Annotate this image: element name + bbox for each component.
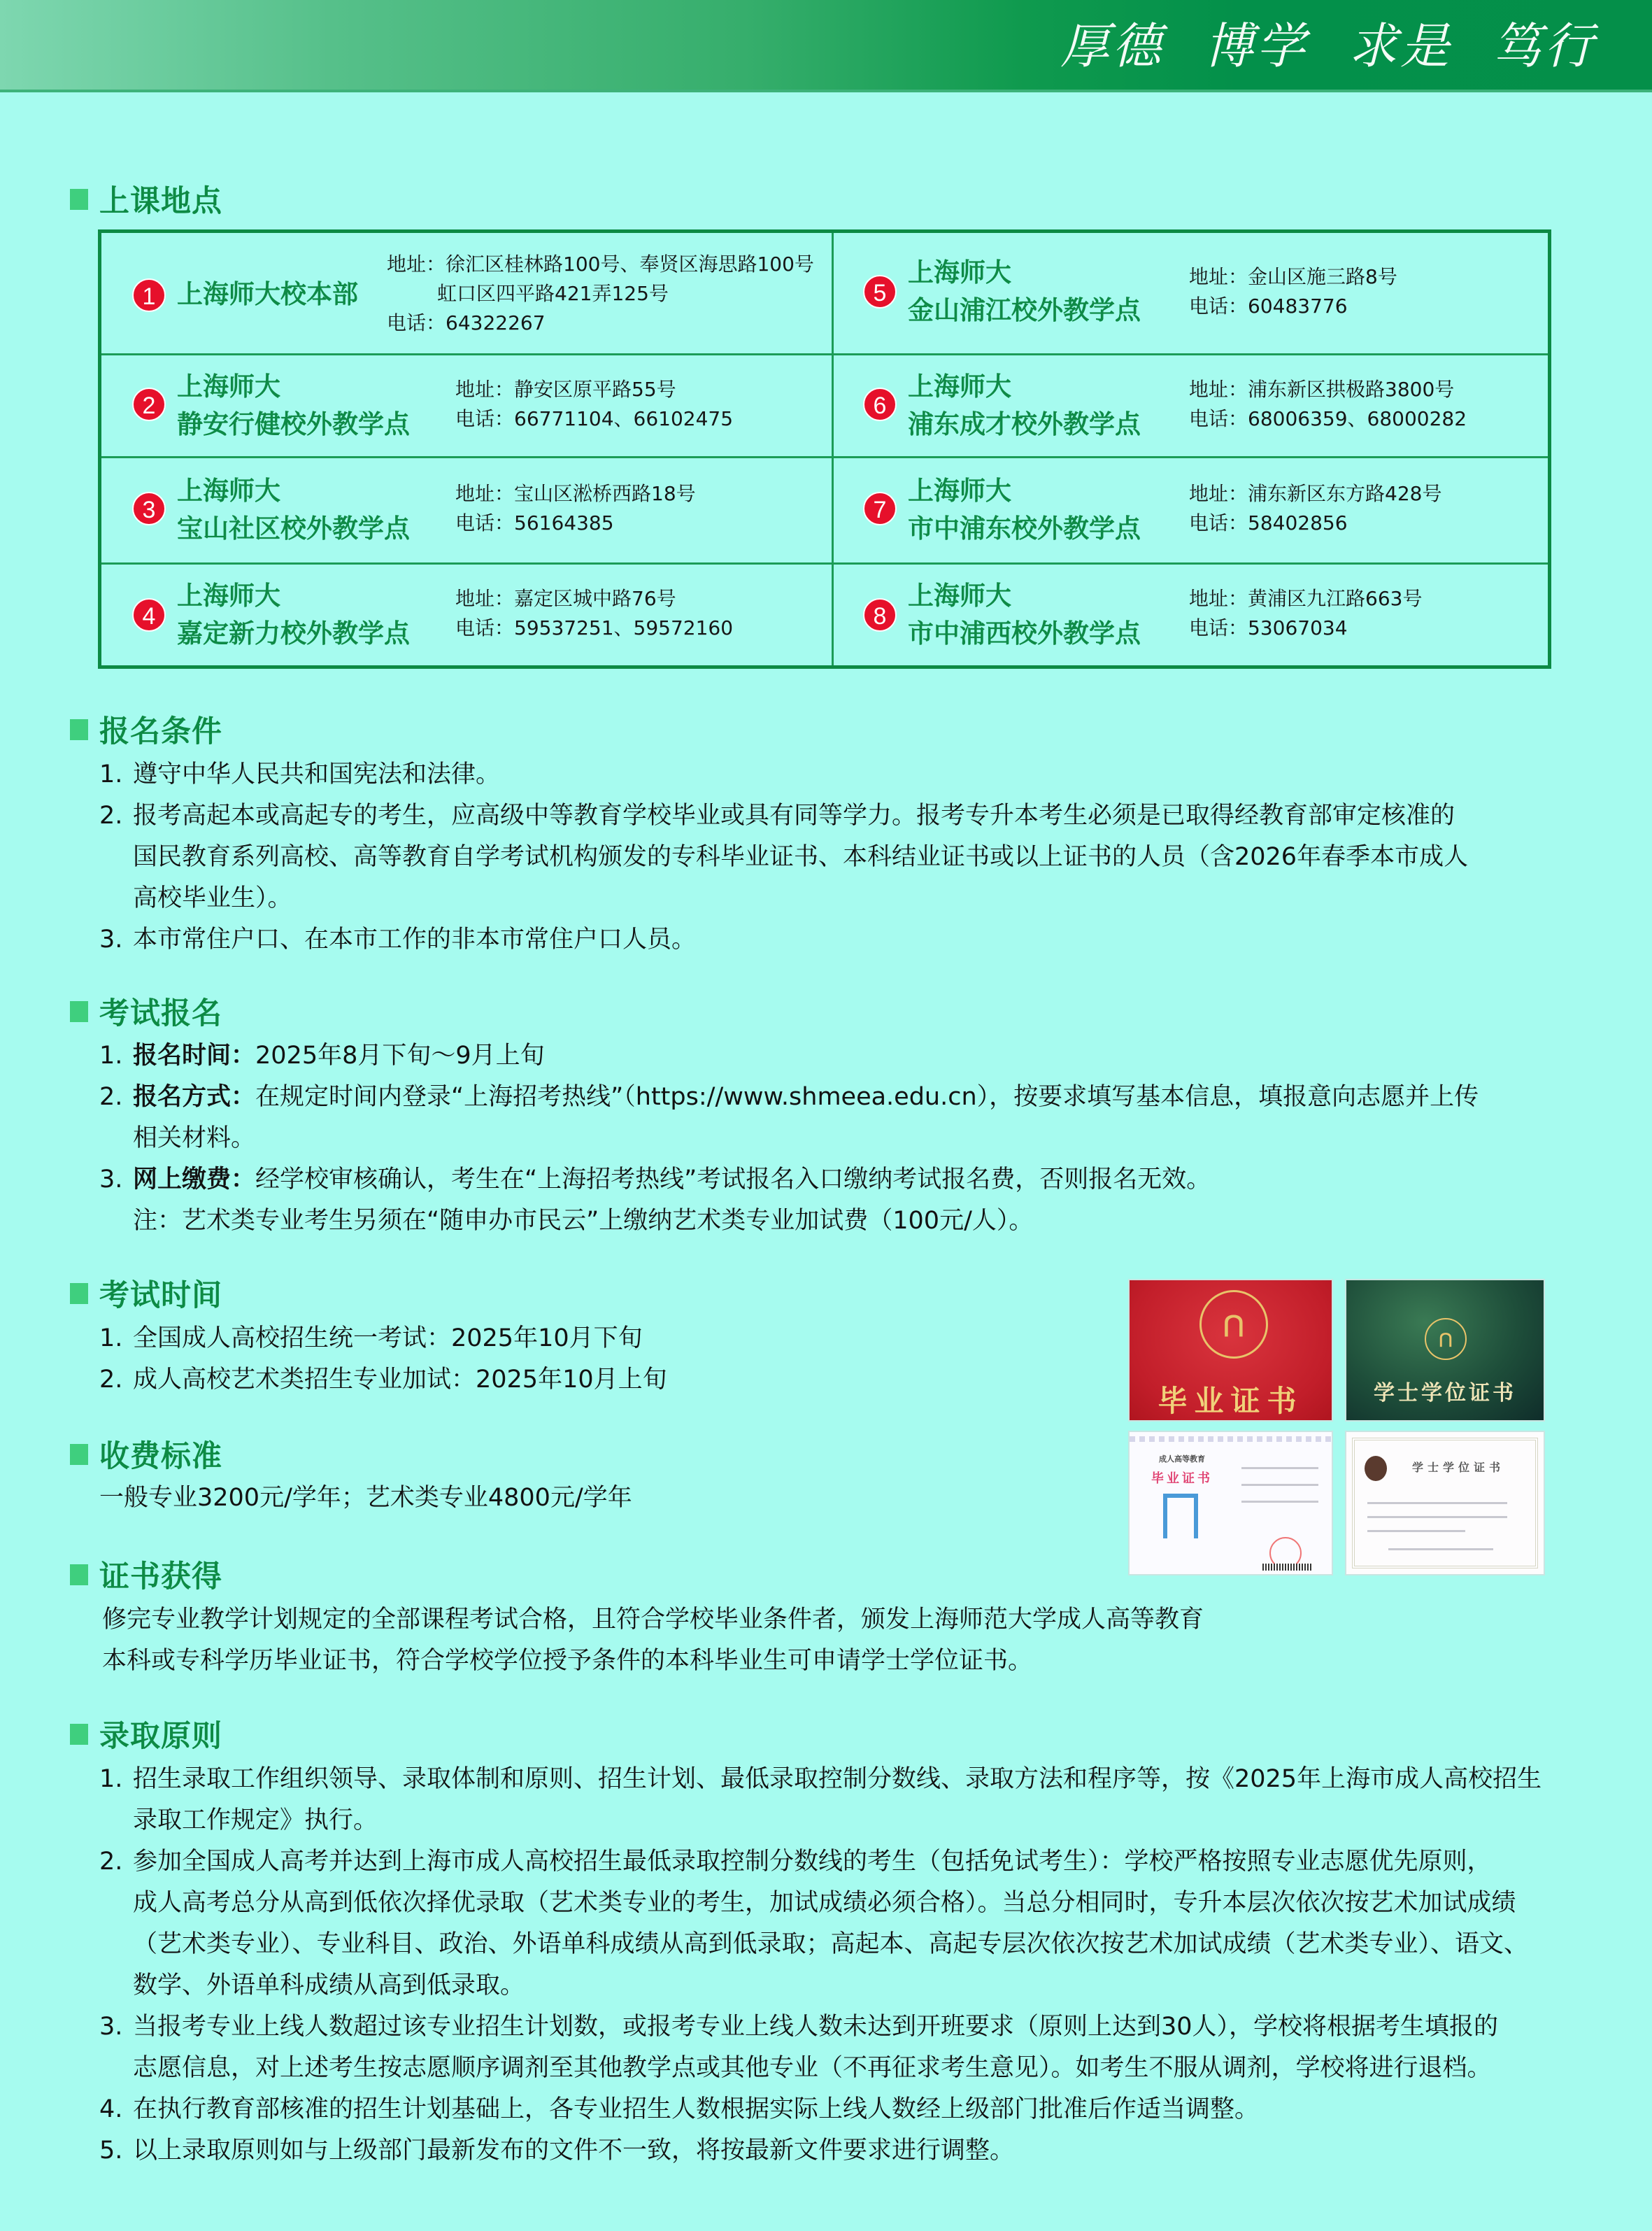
university-seal-icon: ⋂ bbox=[1425, 1318, 1467, 1360]
address-label: 地址： bbox=[387, 253, 446, 276]
item-text: 当报考专业上线人数超过该专业招生计划数，或报考专业上线人数未达到开班要求（原则上达到30人），学校将根据考生填报的 bbox=[133, 2013, 1499, 2041]
item-number: 1. bbox=[99, 1765, 123, 1793]
text-line bbox=[1241, 1484, 1318, 1486]
motto-word: 厚德 bbox=[1060, 17, 1164, 75]
motto-word: 求是 bbox=[1348, 17, 1452, 75]
address-text: 黄浦区九江路663号 bbox=[1248, 587, 1423, 610]
location-info bbox=[455, 479, 696, 538]
university-seal-icon: ⋂ bbox=[1199, 1290, 1268, 1359]
address-text: 徐汇区桂林路100号、奉贤区海思路100号 bbox=[446, 253, 814, 276]
degree-certificate-cover-image bbox=[1345, 1279, 1545, 1422]
location-name bbox=[908, 472, 1141, 548]
phone-text: 64322267 bbox=[446, 311, 546, 334]
item-text: 遵守中华人民共和国宪法和法律。 bbox=[133, 760, 501, 788]
barcode-icon bbox=[1262, 1564, 1313, 1571]
address-text: 浦东新区拱极路3800号 bbox=[1248, 378, 1455, 401]
location-info bbox=[1189, 584, 1422, 643]
item-text: 成人高考总分从高到低依次择优录取（艺术类专业的考生，加试成绩必须合格）。当总分相同时，专升本层次依次按艺术加试成绩 bbox=[133, 1889, 1516, 1917]
location-info bbox=[387, 250, 814, 338]
phone-text: 60483776 bbox=[1248, 295, 1348, 318]
section-title-certificate bbox=[70, 1553, 222, 1596]
list-item bbox=[99, 1318, 667, 1359]
item-label: 网上缴费： bbox=[133, 1166, 256, 1194]
address-text: 虹口区四平路421弄125号 bbox=[437, 282, 669, 305]
list-item bbox=[99, 1359, 667, 1401]
item-number: 1. bbox=[99, 1324, 123, 1352]
number-badge: 4 bbox=[132, 598, 166, 632]
section-title-text: 考试时间 bbox=[99, 1278, 222, 1313]
item-number: 3. bbox=[99, 1166, 123, 1194]
section-title-registration bbox=[70, 990, 222, 1033]
location-name bbox=[908, 368, 1141, 444]
phone-label: 电话： bbox=[1189, 616, 1248, 639]
item-number: 5. bbox=[99, 2137, 123, 2165]
item-number: 1. bbox=[99, 760, 123, 788]
item-text: 本市常住户口、在本市工作的非本市常住户口人员。 bbox=[133, 926, 697, 954]
text-line bbox=[1241, 1467, 1318, 1469]
item-text: 国民教育系列高校、高等教育自学考试机构颁发的专科毕业证书、本科结业证书或以上证书的人员（含2026年春季本市成人 bbox=[133, 843, 1469, 871]
location-name-line: 浦东成才校外教学点 bbox=[908, 409, 1141, 439]
address-text: 宝山区淞桥西路18号 bbox=[514, 482, 696, 505]
address-text: 静安区原平路55号 bbox=[514, 378, 676, 401]
location-name bbox=[908, 254, 1141, 330]
location-cell-2 bbox=[101, 355, 834, 458]
item-text: 2025年8月下旬～9月上旬 bbox=[255, 1042, 545, 1070]
certificate-text bbox=[102, 1599, 1204, 1682]
square-bullet-icon bbox=[70, 1001, 88, 1022]
item-number: 3. bbox=[99, 2013, 123, 2041]
phone-label: 电话： bbox=[455, 511, 515, 534]
fees-text: 一般专业3200元/学年；艺术类专业4800元/学年 bbox=[99, 1484, 632, 1512]
section-title-fees bbox=[70, 1433, 222, 1475]
phone-label: 电话： bbox=[1189, 407, 1248, 430]
item-text: 相关材料。 bbox=[133, 1124, 256, 1152]
paragraph-line: 修完专业教学计划规定的全部课程考试合格，且符合学校毕业条件者，颁发上海师范大学成人高等教育 bbox=[102, 1606, 1204, 1634]
location-name bbox=[177, 368, 410, 444]
inner-title: 毕业证书 bbox=[1151, 1471, 1213, 1486]
phone-text: 56164385 bbox=[514, 511, 614, 534]
list-item bbox=[99, 2006, 1541, 2089]
section-title-text: 考试报名 bbox=[99, 996, 222, 1031]
number-badge: 5 bbox=[863, 275, 897, 309]
list-item bbox=[99, 1841, 1541, 2006]
number-badge: 8 bbox=[863, 598, 897, 632]
location-name-line: 静安行健校外教学点 bbox=[177, 409, 410, 439]
address-label: 地址： bbox=[1189, 587, 1248, 610]
motto-word: 笃行 bbox=[1493, 17, 1596, 75]
location-name bbox=[908, 577, 1141, 653]
address-label: 地址： bbox=[455, 378, 515, 401]
location-name-line: 上海师大 bbox=[908, 581, 1011, 611]
decorative-border bbox=[1130, 1436, 1332, 1442]
item-text: 以上录取原则如与上级部门最新发布的文件不一致，将按最新文件要求进行调整。 bbox=[133, 2137, 1015, 2165]
address-text: 浦东新区东方路428号 bbox=[1248, 482, 1442, 505]
section-title-text: 证书获得 bbox=[99, 1559, 222, 1594]
section-title-exam-time bbox=[70, 1272, 222, 1315]
list-item bbox=[99, 1159, 1479, 1242]
location-cell-6 bbox=[834, 355, 1548, 458]
motto-word: 博学 bbox=[1204, 17, 1308, 75]
text-line bbox=[1241, 1501, 1318, 1503]
section-title-text: 收费标准 bbox=[99, 1439, 222, 1474]
address-text: 嘉定区城中路76号 bbox=[514, 587, 676, 610]
location-name-line: 市中浦西校外教学点 bbox=[908, 618, 1141, 649]
location-info bbox=[455, 584, 733, 643]
item-label: 报名方式： bbox=[133, 1083, 256, 1111]
phone-text: 58402856 bbox=[1248, 511, 1348, 534]
location-info bbox=[455, 375, 733, 434]
list-item bbox=[99, 1077, 1479, 1159]
item-number: 1. bbox=[99, 1042, 123, 1070]
section-title-text: 报名条件 bbox=[99, 714, 222, 749]
address-label: 地址： bbox=[455, 482, 515, 505]
square-bullet-icon bbox=[70, 1564, 88, 1585]
cover-title: 学士学位证书 bbox=[1374, 1381, 1516, 1405]
list-item bbox=[99, 1035, 1479, 1077]
inner-title: 学士学位证书 bbox=[1411, 1461, 1504, 1474]
phone-text: 59537251、59572160 bbox=[514, 616, 734, 639]
location-cell-8 bbox=[834, 565, 1548, 665]
location-info bbox=[1189, 375, 1467, 434]
item-text: 高校毕业生）。 bbox=[133, 884, 292, 912]
location-name-line: 上海师大 bbox=[177, 371, 280, 402]
item-text: 数学、外语单科成绩从高到低录取。 bbox=[133, 1971, 525, 1999]
item-text: 经学校审核确认，考生在“上海招考热线”考试报名入口缴纳考试报名费，否则报名无效。 bbox=[255, 1166, 1211, 1194]
section-title-admission bbox=[70, 1713, 222, 1755]
address-text: 金山区施三路8号 bbox=[1248, 265, 1397, 288]
registration-list bbox=[99, 1035, 1479, 1242]
text-line bbox=[1367, 1502, 1507, 1504]
square-bullet-icon bbox=[70, 1444, 88, 1465]
photo-frame-icon bbox=[1163, 1494, 1198, 1538]
number-badge: 1 bbox=[132, 278, 166, 312]
university-emblem-icon bbox=[1365, 1456, 1387, 1481]
list-item bbox=[99, 795, 1468, 919]
address-label: 地址： bbox=[1189, 378, 1248, 401]
item-text: 成人高校艺术类招生专业加试：2025年10月上旬 bbox=[133, 1366, 667, 1394]
graduation-certificate-inner-image bbox=[1128, 1431, 1333, 1575]
admission-list bbox=[99, 1759, 1541, 2172]
location-name-line: 金山浦江校外教学点 bbox=[908, 295, 1141, 325]
locations-table bbox=[98, 229, 1551, 669]
address-label: 地址： bbox=[455, 587, 515, 610]
item-text: 报考高起本或高起专的考生，应高级中等教育学校毕业或具有同等学力。报考专升本考生必须是已取得经教育部审定核准的 bbox=[133, 802, 1455, 830]
phone-text: 68006359、68000282 bbox=[1248, 407, 1467, 430]
phone-text: 66771104、66102475 bbox=[514, 407, 734, 430]
address-label: 地址： bbox=[1189, 265, 1248, 288]
list-item bbox=[99, 2130, 1541, 2172]
phone-label: 电话： bbox=[1189, 511, 1248, 534]
item-text: 招生录取工作组织领导、录取体制和原则、招生计划、最低录取控制分数线、录取方法和程序等，按《2025年上海市成人高校招生 bbox=[133, 1765, 1542, 1793]
phone-label: 电话： bbox=[455, 407, 515, 430]
degree-certificate-inner-image bbox=[1345, 1431, 1545, 1575]
location-name-line: 上海师大 bbox=[177, 476, 280, 506]
square-bullet-icon bbox=[70, 1724, 88, 1745]
list-item bbox=[99, 2089, 1541, 2130]
location-cell-1 bbox=[101, 233, 834, 355]
location-name bbox=[177, 577, 410, 653]
phone-label: 电话： bbox=[1189, 295, 1248, 318]
phone-text: 53067034 bbox=[1248, 616, 1348, 639]
square-bullet-icon bbox=[70, 719, 88, 740]
header-banner bbox=[0, 0, 1652, 92]
list-item bbox=[99, 1759, 1541, 1841]
location-info bbox=[1189, 262, 1397, 321]
text-line bbox=[1367, 1516, 1507, 1518]
location-name-line: 嘉定新力校外教学点 bbox=[177, 618, 410, 649]
item-number: 2. bbox=[99, 1083, 123, 1111]
item-number: 4. bbox=[99, 2095, 123, 2123]
number-badge: 2 bbox=[132, 388, 166, 421]
section-title-text: 录取原则 bbox=[99, 1719, 222, 1754]
item-number: 2. bbox=[99, 1848, 123, 1876]
text-line bbox=[1367, 1530, 1465, 1532]
item-text: 在规定时间内登录“上海招考热线”（https://www.shmeea.edu.cn），按要求填写基本信息，填报意向志愿并上传 bbox=[255, 1083, 1479, 1111]
item-text: 全国成人高校招生统一考试：2025年10月下旬 bbox=[133, 1324, 643, 1352]
address-label: 地址： bbox=[1189, 482, 1248, 505]
item-text: （艺术类专业）、专业科目、政治、外语单科成绩从高到低录取；高起本、高起专层次依次按艺术加试成绩（艺术类专业）、语文、 bbox=[133, 1930, 1529, 1958]
cover-title: 毕业证书 bbox=[1158, 1384, 1304, 1418]
inner-header: 成人高等教育 bbox=[1159, 1454, 1205, 1464]
location-name-line: 宝山社区校外教学点 bbox=[177, 514, 410, 544]
location-cell-5 bbox=[834, 233, 1548, 355]
paragraph-line: 本科或专科学历毕业证书，符合学校学位授予条件的本科毕业生可申请学士学位证书。 bbox=[102, 1647, 1033, 1675]
number-badge: 3 bbox=[132, 492, 166, 525]
list-item bbox=[99, 754, 1468, 795]
phone-label: 电话： bbox=[455, 616, 515, 639]
text-line bbox=[1388, 1548, 1493, 1550]
item-text: 录取工作规定》执行。 bbox=[133, 1806, 378, 1834]
location-cell-3 bbox=[101, 458, 834, 565]
location-name-line: 上海师大 bbox=[908, 476, 1011, 506]
item-label: 报名时间： bbox=[133, 1042, 256, 1070]
section-title-locations bbox=[70, 178, 222, 220]
location-cell-7 bbox=[834, 458, 1548, 565]
item-number: 2. bbox=[99, 802, 123, 830]
graduation-certificate-cover-image bbox=[1128, 1279, 1333, 1422]
item-note: 注：艺术类专业考生另须在“随申办市民云”上缴纳艺术类专业加试费（100元/人）。 bbox=[133, 1207, 1034, 1235]
square-bullet-icon bbox=[70, 1283, 88, 1304]
item-number: 3. bbox=[99, 926, 123, 954]
number-badge: 6 bbox=[863, 388, 897, 421]
location-name bbox=[177, 472, 410, 548]
phone-label: 电话： bbox=[387, 311, 446, 334]
location-name: 上海师大校本部 bbox=[177, 279, 358, 309]
location-info bbox=[1189, 479, 1441, 538]
location-name-line: 上海师大 bbox=[177, 581, 280, 611]
item-text: 志愿信息，对上述考生按志愿顺序调剂至其他教学点或其他专业（不再征求考生意见）。如考生不服从调剂，学校将进行退档。 bbox=[133, 2054, 1492, 2082]
school-motto bbox=[1060, 18, 1596, 74]
section-title-text: 上课地点 bbox=[99, 184, 222, 219]
location-cell-4 bbox=[101, 565, 834, 665]
location-name-line: 市中浦东校外教学点 bbox=[908, 514, 1141, 544]
section-title-eligibility bbox=[70, 708, 222, 751]
item-text: 参加全国成人高考并达到上海市成人高校招生最低录取控制分数线的考生（包括免试考生）：学校严格按照专业志愿优先原则， bbox=[133, 1848, 1492, 1876]
item-number: 2. bbox=[99, 1366, 123, 1394]
square-bullet-icon bbox=[70, 189, 88, 210]
eligibility-list bbox=[99, 754, 1468, 961]
item-text: 在执行教育部核准的招生计划基础上，各专业招生人数根据实际上线人数经上级部门批准后作适当调整。 bbox=[133, 2095, 1260, 2123]
list-item bbox=[99, 919, 1468, 961]
location-name-line: 上海师大 bbox=[908, 257, 1011, 288]
location-name-line: 上海师大 bbox=[908, 371, 1011, 402]
exam-time-list bbox=[99, 1318, 667, 1401]
number-badge: 7 bbox=[863, 492, 897, 525]
